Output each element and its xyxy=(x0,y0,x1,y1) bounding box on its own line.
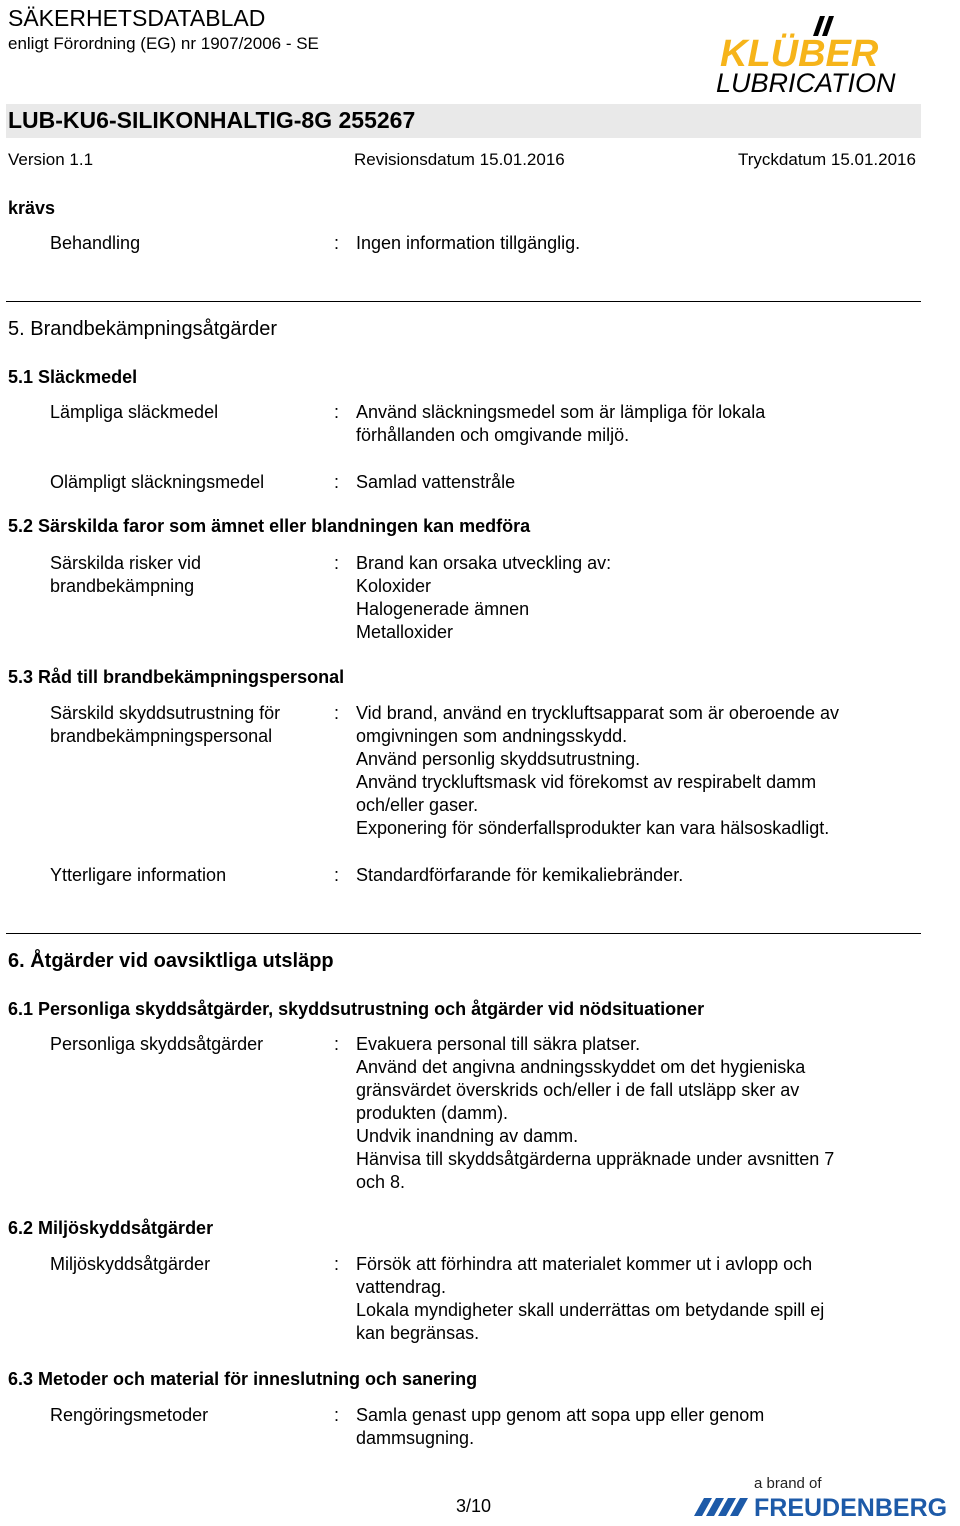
section-6-2-title: 6.2 Miljöskyddsåtgärder xyxy=(8,1218,214,1238)
print-date: Tryckdatum 15.01.2016 xyxy=(738,150,916,169)
intro-heading: krävs xyxy=(8,198,56,218)
unsuitable-media-value xyxy=(356,471,916,494)
lubrication-wordmark: LUBRICATION xyxy=(716,68,896,98)
section-divider xyxy=(6,933,921,934)
value-line: vattendrag. xyxy=(356,1277,447,1297)
colon: : xyxy=(334,233,340,253)
value-line: kan begränsas. xyxy=(356,1323,480,1343)
value-line: Samlad vattenstråle xyxy=(356,472,516,492)
value-line: Halogenerade ämnen xyxy=(356,599,530,619)
suitable-media-label: Lämpliga släckmedel xyxy=(50,402,219,422)
kluber-lubrication-logo xyxy=(712,8,952,100)
brand-name: FREUDENBERG xyxy=(754,1494,948,1522)
section-divider xyxy=(6,301,921,302)
colon: : xyxy=(334,553,340,573)
section-5-2-title: 5.2 Särskilda faror som ämnet eller blandningen kan medföra xyxy=(8,516,531,536)
label-line: brandbekämpning xyxy=(50,576,195,596)
further-information-label: Ytterligare information xyxy=(50,865,227,885)
page-number: 3/10 xyxy=(456,1496,492,1516)
value-line: Metalloxider xyxy=(356,622,454,642)
document-title: SÄKERHETSDATABLAD xyxy=(8,5,266,31)
colon: : xyxy=(334,1254,340,1274)
value-line: Använd det angivna andningsskyddet om det hygieniska xyxy=(356,1057,806,1077)
section-5-title: 5. Brandbekämpningsåtgärder xyxy=(8,318,278,340)
colon: : xyxy=(334,402,340,422)
label-line: brandbekämpningspersonal xyxy=(50,726,273,746)
personal-precautions-value xyxy=(356,1033,916,1194)
value-line: produkten (damm). xyxy=(356,1103,509,1123)
value-line: Brand kan orsaka utveckling av: xyxy=(356,553,612,573)
cleaning-methods-label: Rengöringsmetoder xyxy=(50,1405,209,1425)
value-line: Använd släckningsmedel som är lämpliga för lokala xyxy=(356,402,766,422)
value-line: Standardförfarande för kemikaliebränder. xyxy=(356,865,684,885)
value-line: Hänvisa till skyddsåtgärderna uppräknade under avsnitten 7 xyxy=(356,1149,835,1169)
colon: : xyxy=(334,865,340,885)
kluber-wordmark: KLÜBER xyxy=(720,33,879,75)
value-line: Samla genast upp genom att sopa upp eller genom xyxy=(356,1405,765,1425)
value-line: Lokala myndigheter skall underrättas om betydande spill ej xyxy=(356,1300,825,1320)
freudenberg-mark-icon xyxy=(694,1498,748,1516)
colon: : xyxy=(334,1034,340,1054)
personal-precautions-label: Personliga skyddsåtgärder xyxy=(50,1034,264,1054)
brand-of-text: a brand of xyxy=(754,1475,822,1492)
section-6-1-title: 6.1 Personliga skyddsåtgärder, skyddsutrustning och åtgärder vid nödsituationer xyxy=(8,999,705,1019)
value-line: Koloxider xyxy=(356,576,432,596)
special-hazards-value xyxy=(356,552,916,644)
section-5-3-title: 5.3 Råd till brandbekämpningspersonal xyxy=(8,667,345,687)
unsuitable-media-label: Olämpligt släckningsmedel xyxy=(50,472,265,492)
value-line: omgivningen som andningsskydd. xyxy=(356,726,628,746)
value-line: och 8. xyxy=(356,1172,406,1192)
value-line: Exponering för sönderfallsprodukter kan vara hälsoskadligt. xyxy=(356,818,830,838)
value-line: Evakuera personal till säkra platser. xyxy=(356,1034,641,1054)
section-6-3-title: 6.3 Metoder och material för inneslutning och sanering xyxy=(8,1369,478,1389)
revision-date: Revisionsdatum 15.01.2016 xyxy=(354,150,565,169)
colon: : xyxy=(334,1405,340,1425)
treatment-label: Behandling xyxy=(50,233,141,253)
protective-equipment-label xyxy=(50,702,280,748)
suitable-media-value xyxy=(356,401,916,447)
cleaning-methods-value xyxy=(356,1404,916,1450)
treatment-value: Ingen information tillgänglig. xyxy=(356,233,581,253)
section-6-title: 6. Åtgärder vid oavsiktliga utsläpp xyxy=(8,950,334,972)
freudenberg-logo xyxy=(692,1472,958,1526)
colon: : xyxy=(334,703,340,723)
value-line: Undvik inandning av damm. xyxy=(356,1126,579,1146)
value-line: Vid brand, använd en tryckluftsapparat som är oberoende av xyxy=(356,703,839,723)
value-line: Försök att förhindra att materialet kommer ut i avlopp och xyxy=(356,1254,813,1274)
further-information-value xyxy=(356,864,916,887)
value-line: Använd personlig skyddsutrustning. xyxy=(356,749,641,769)
regulation-line: enligt Förordning (EG) nr 1907/2006 - SE xyxy=(8,34,319,53)
value-line: gränsvärdet överskrids och/eller i de fall utsläpp sker av xyxy=(356,1080,800,1100)
environmental-precautions-label: Miljöskyddsåtgärder xyxy=(50,1254,211,1274)
value-line: förhållanden och omgivande miljö. xyxy=(356,425,630,445)
environmental-precautions-value xyxy=(356,1253,916,1345)
label-line: Särskild skyddsutrustning för xyxy=(50,703,281,723)
colon: : xyxy=(334,472,340,492)
version: Version 1.1 xyxy=(8,150,94,169)
section-5-1-title: 5.1 Släckmedel xyxy=(8,367,138,387)
value-line: och/eller gaser. xyxy=(356,795,479,815)
special-hazards-label xyxy=(50,552,201,598)
value-line: dammsugning. xyxy=(356,1428,475,1448)
product-name: LUB-KU6-SILIKONHALTIG-8G 255267 xyxy=(8,107,416,133)
protective-equipment-value xyxy=(356,702,916,840)
value-line: Använd tryckluftsmask vid förekomst av respirabelt damm xyxy=(356,772,817,792)
label-line: Särskilda risker vid xyxy=(50,553,202,573)
